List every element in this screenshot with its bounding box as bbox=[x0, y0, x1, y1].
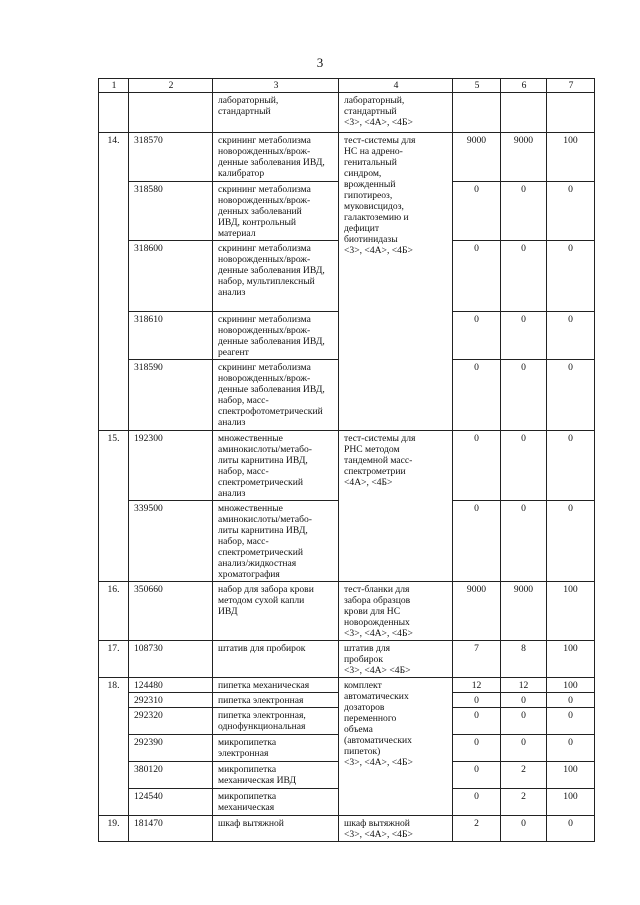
col-header: 1 bbox=[99, 79, 129, 93]
table-row bbox=[99, 641, 595, 678]
value-col5: 9000 bbox=[453, 582, 501, 641]
item-code: 192300 bbox=[129, 431, 213, 501]
item-code: 181470 bbox=[129, 816, 213, 842]
col-header: 4 bbox=[339, 79, 453, 93]
table-row bbox=[99, 816, 595, 842]
value-col7: 0 bbox=[547, 312, 595, 360]
item-name: множественные аминокислоты/метабо- литы карнитина ИВД, набор, масс- спектрометрический анализ/жидкостная хроматография bbox=[213, 501, 339, 582]
item-code: 108730 bbox=[129, 641, 213, 678]
value-col7: 0 bbox=[547, 431, 595, 501]
value-col7: 100 bbox=[547, 133, 595, 182]
item-code: 318600 bbox=[129, 241, 213, 312]
row-number: 18. bbox=[99, 678, 129, 816]
value-col5: 0 bbox=[453, 693, 501, 708]
item-code: 292310 bbox=[129, 693, 213, 708]
value-col7: 100 bbox=[547, 641, 595, 678]
item-description: шкаф вытяжной <3>, <4А>, <4Б> bbox=[339, 816, 453, 842]
value-col7: 100 bbox=[547, 762, 595, 789]
item-description: тест-системы для РНС методом тандемной масс- спектрометрии <4А>, <4Б> bbox=[339, 431, 453, 582]
item-name: пипетка электронная bbox=[213, 693, 339, 708]
value-col7: 100 bbox=[547, 789, 595, 816]
item-name: лабораторный, стандартный bbox=[213, 93, 339, 133]
value-col6: 2 bbox=[501, 789, 547, 816]
value-col5: 0 bbox=[453, 762, 501, 789]
value-col5: 7 bbox=[453, 641, 501, 678]
col-header: 5 bbox=[453, 79, 501, 93]
value-col6: 0 bbox=[501, 708, 547, 735]
value-col6: 0 bbox=[501, 182, 547, 241]
value-col5: 0 bbox=[453, 241, 501, 312]
item-code: 339500 bbox=[129, 501, 213, 582]
row-number: 17. bbox=[99, 641, 129, 678]
item-name: пипетка электронная, однофункциональная bbox=[213, 708, 339, 735]
value-col5: 0 bbox=[453, 182, 501, 241]
value-col6: 0 bbox=[501, 312, 547, 360]
table-row bbox=[99, 133, 595, 182]
item-name: набор для забора крови методом сухой капли ИВД bbox=[213, 582, 339, 641]
value-col7: 0 bbox=[547, 735, 595, 762]
item-code: 292320 bbox=[129, 708, 213, 735]
value-col7: 100 bbox=[547, 678, 595, 693]
value-col5: 9000 bbox=[453, 133, 501, 182]
item-name: скрининг метаболизма новорожденных/врож- денные заболевания ИВД, набор, масс- спектрофотометрический анализ bbox=[213, 360, 339, 431]
value-col6: 0 bbox=[501, 735, 547, 762]
value-col5: 0 bbox=[453, 708, 501, 735]
item-code bbox=[129, 93, 213, 133]
col-header: 3 bbox=[213, 79, 339, 93]
col-header: 2 bbox=[129, 79, 213, 93]
item-description: тест-бланки для забора образцов крови для НС новорожденных <3>, <4А>, <4Б> bbox=[339, 582, 453, 641]
row-number: 14. bbox=[99, 133, 129, 431]
table-row bbox=[99, 93, 595, 133]
value-col7: 0 bbox=[547, 360, 595, 431]
item-name: микропипетка механическая ИВД bbox=[213, 762, 339, 789]
page-number: 3 bbox=[316, 55, 324, 70]
row-number: 15. bbox=[99, 431, 129, 582]
item-code: 292390 bbox=[129, 735, 213, 762]
item-code: 124540 bbox=[129, 789, 213, 816]
item-description: тест-системы для НС на адрено- генитальный синдром, врожденный гипотиреоз, муковисцидоз, галактоземию и дефицит биотинидазы <3>, <4А>, <4Б> bbox=[339, 133, 453, 431]
value-col6: 0 bbox=[501, 816, 547, 842]
value-col5: 0 bbox=[453, 501, 501, 582]
value-col7: 0 bbox=[547, 693, 595, 708]
value-col7: 0 bbox=[547, 182, 595, 241]
value-col5: 12 bbox=[453, 678, 501, 693]
value-col6: 0 bbox=[501, 360, 547, 431]
item-code: 318580 bbox=[129, 182, 213, 241]
item-name: множественные аминокислоты/метабо- литы карнитина ИВД, набор, масс- спектрометрический анализ bbox=[213, 431, 339, 501]
value-col7: 0 bbox=[547, 501, 595, 582]
value-col5: 0 bbox=[453, 735, 501, 762]
item-name: пипетка механическая bbox=[213, 678, 339, 693]
equipment-table bbox=[98, 78, 595, 842]
header-row bbox=[99, 79, 595, 93]
item-name: микропипетка электронная bbox=[213, 735, 339, 762]
item-code: 350660 bbox=[129, 582, 213, 641]
row-number: 16. bbox=[99, 582, 129, 641]
item-name: скрининг метаболизма новорожденных/врож- денные заболевания ИВД, набор, мультиплексный анализ bbox=[213, 241, 339, 312]
value-col6: 0 bbox=[501, 693, 547, 708]
item-description: штатив для пробирок <3>, <4А> <4Б> bbox=[339, 641, 453, 678]
value-col7: 0 bbox=[547, 816, 595, 842]
value-col6: 9000 bbox=[501, 133, 547, 182]
value-col5: 0 bbox=[453, 789, 501, 816]
value-col6: 0 bbox=[501, 241, 547, 312]
item-name: скрининг метаболизма новорожденных/врож- денные заболевания ИВД, реагент bbox=[213, 312, 339, 360]
table-row bbox=[99, 678, 595, 693]
value-col5: 2 bbox=[453, 816, 501, 842]
value-col6: 2 bbox=[501, 762, 547, 789]
row-number: 19. bbox=[99, 816, 129, 842]
item-name: штатив для пробирок bbox=[213, 641, 339, 678]
item-code: 124480 bbox=[129, 678, 213, 693]
value-col5: 0 bbox=[453, 360, 501, 431]
table-row bbox=[99, 582, 595, 641]
col-header: 6 bbox=[501, 79, 547, 93]
item-name: микропипетка механическая bbox=[213, 789, 339, 816]
value-col5: 0 bbox=[453, 431, 501, 501]
value-col5: 0 bbox=[453, 312, 501, 360]
item-name: шкаф вытяжной bbox=[213, 816, 339, 842]
col-header: 7 bbox=[547, 79, 595, 93]
item-description: лабораторный, стандартный <3>, <4А>, <4Б> bbox=[339, 93, 453, 133]
item-code: 318590 bbox=[129, 360, 213, 431]
item-name: скрининг метаболизма новорожденных/врож- денных заболеваний ИВД, контрольный материал bbox=[213, 182, 339, 241]
value-col7: 100 bbox=[547, 582, 595, 641]
table-row bbox=[99, 431, 595, 501]
item-name: скрининг метаболизма новорожденных/врож- денные заболевания ИВД, калибратор bbox=[213, 133, 339, 182]
value-col6: 8 bbox=[501, 641, 547, 678]
value-col6: 12 bbox=[501, 678, 547, 693]
item-code: 318610 bbox=[129, 312, 213, 360]
row-number bbox=[99, 93, 129, 133]
item-code: 380120 bbox=[129, 762, 213, 789]
value-col7: 0 bbox=[547, 708, 595, 735]
value-col6: 9000 bbox=[501, 582, 547, 641]
value-col7: 0 bbox=[547, 241, 595, 312]
item-description: комплект автоматических дозаторов переменного объема (автоматических пипеток) <3>, <4А>, <4Б> bbox=[339, 678, 453, 816]
value-col6: 0 bbox=[501, 501, 547, 582]
item-code: 318570 bbox=[129, 133, 213, 182]
value-col6: 0 bbox=[501, 431, 547, 501]
